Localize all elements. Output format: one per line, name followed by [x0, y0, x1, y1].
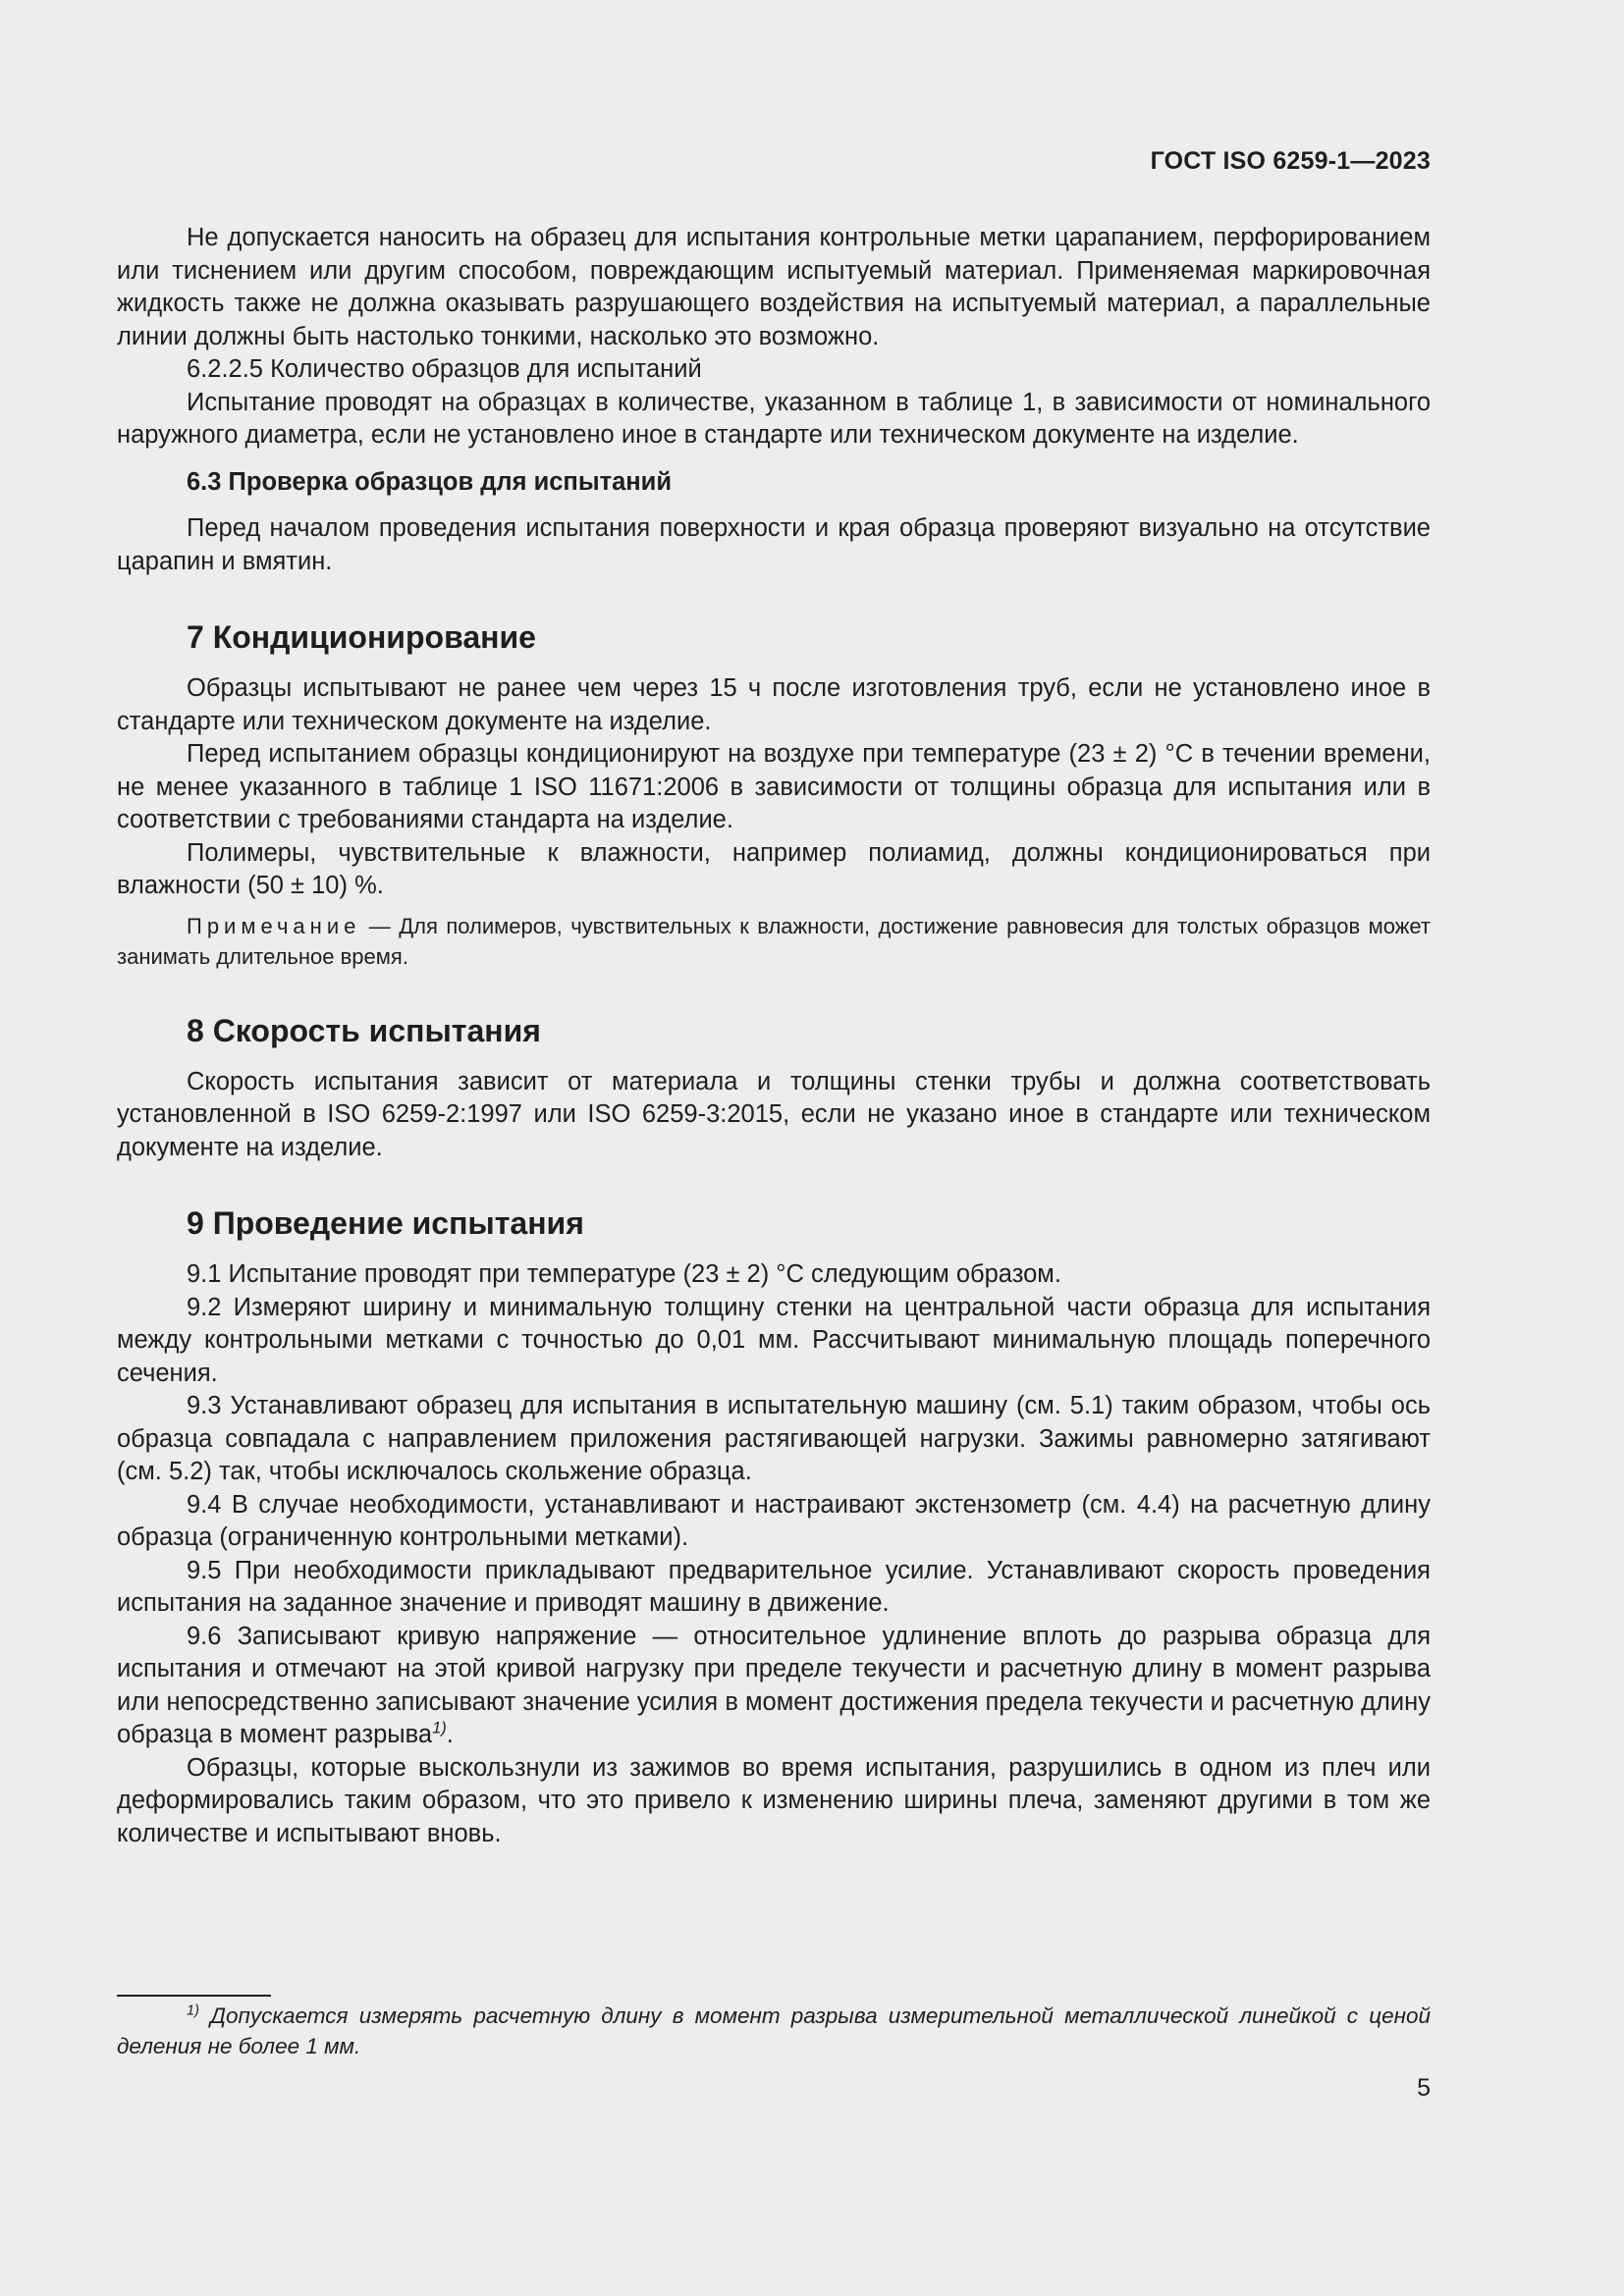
note-text: Для полимеров, чувствительных к влажности, достижение равновесия для толстых образцов может занимать длительное время. — [117, 913, 1431, 969]
section-6-3-title: 6.3 Проверка образцов для испытаний — [187, 467, 673, 496]
paragraph-sample-inspection: Перед началом проведения испытания поверхности и края образца проверяют визуально на отсутствие царапин и вмятин. — [117, 514, 1431, 575]
footnote-separator — [117, 1995, 271, 1997]
paragraph-sample-quantity: Испытание проводят на образцах в количестве, указанном в таблице 1, в зависимости от номинального наружного диаметра, если не установлено иное в стандарте или техническом документе на изделие. — [117, 388, 1431, 449]
footnote-reference: 1) — [432, 1718, 447, 1737]
paragraph-9-6-end: . — [446, 1721, 454, 1748]
paragraph-9-5: 9.5 При необходимости прикладывают предварительное усилие. Устанавливают скорость проведения испытания на заданное значение и приводят машину в движение. — [117, 1556, 1431, 1617]
footnote-marker: 1) — [187, 2002, 199, 2019]
paragraph-7-3: Полимеры, чувствительные к влажности, например полиамид, должны кондиционироваться при влажности (50 ± 10) %. — [117, 838, 1431, 899]
paragraph-9-2: 9.2 Измеряют ширину и минимальную толщину стенки на центральной части образца для испытания между контрольными метками с точностью до 0,01 мм. Рассчитывают минимальную площадь поперечного сечения. — [117, 1293, 1431, 1387]
page-number: 5 — [1417, 2074, 1431, 2102]
paragraph-9-6 — [117, 1621, 1431, 1752]
section-9-title: 9 Проведение испытания — [187, 1205, 584, 1241]
paragraph-9-7: Образцы, которые выскользнули из зажимов во время испытания, разрушились в одном из плеч или деформировались таким образом, что это привело к изменению ширины плеча, заменяют другими в том же количестве и испытывают вновь. — [117, 1753, 1431, 1847]
footnote-text: Допускается измерять расчетную длину в момент разрыва измерительной металлической линейкой с ценой деления не более 1 мм. — [117, 2003, 1431, 2058]
paragraph-9-1: 9.1 Испытание проводят при температуре (23 ± 2) °С следующим образом. — [187, 1260, 1061, 1288]
page-body — [117, 222, 1431, 1850]
note-dash: — — [360, 913, 400, 938]
paragraph-7-1: Образцы испытывают не ранее чем через 15 ч после изготовления труб, если не установлено иное в стандарте или техническом документе на изделие. — [117, 674, 1431, 735]
clause-6-2-2-5-heading: 6.2.2.5 Количество образцов для испытаний — [187, 355, 702, 383]
section-8-title: 8 Скорость испытания — [187, 1012, 541, 1048]
paragraph-8-1: Скорость испытания зависит от материала и толщины стенки трубы и должна соответствовать установленной в ISO 6259-2:1997 или ISO 6259-3:2015, если не указано иное в стандарте или техническом документе на изделие. — [117, 1067, 1431, 1161]
paragraph-9-3: 9.3 Устанавливают образец для испытания в испытательную машину (см. 5.1) таким образом, чтобы ось образца совпадала с направлением приложения растягивающей нагрузки. Зажимы равномерно затягивают (см. 5.2) так, чтобы исключалось скольжение образца. — [117, 1392, 1431, 1485]
document-id-header: ГОСТ ISO 6259-1—2023 — [1150, 147, 1431, 175]
paragraph-marking-restrictions: Не допускается наносить на образец для испытания контрольные метки царапанием, перфорированием или тиснением или другим способом, повреждающим испытуемый материал. Применяемая маркировочная жидкость также не должна оказывать разрушающего воздействия на испытуемый материал, а параллельные линии должны быть настолько тонкими, насколько это возможно. — [117, 224, 1431, 350]
note-label: Примечание — [187, 913, 361, 938]
paragraph-7-2: Перед испытанием образцы кондиционируют на воздухе при температуре (23 ± 2) °С в течении времени, не менее указанного в таблице 1 ISO 11671:2006 в зависимости от толщины образца для испытания или в соответствии с требованиями стандарта на изделие. — [117, 740, 1431, 833]
section-7-title: 7 Кондиционирование — [187, 619, 536, 655]
paragraph-9-6-text: 9.6 Записывают кривую напряжение — относительное удлинение вплоть до разрыва образца для испытания и отмечают на этой кривой нагрузку при пределе текучести и расчетную длину в момент разрыва или непосредственно записывают значение усилия в момент достижения предела текучести и расчетную длину образца в момент разрыва — [117, 1622, 1431, 1748]
note-humidity — [117, 911, 1431, 972]
paragraph-9-4: 9.4 В случае необходимости, устанавливают и настраивают экстензометр (см. 4.4) на расчетную длину образца (ограниченную контрольными метками). — [117, 1490, 1431, 1551]
footnote — [117, 2001, 1431, 2061]
